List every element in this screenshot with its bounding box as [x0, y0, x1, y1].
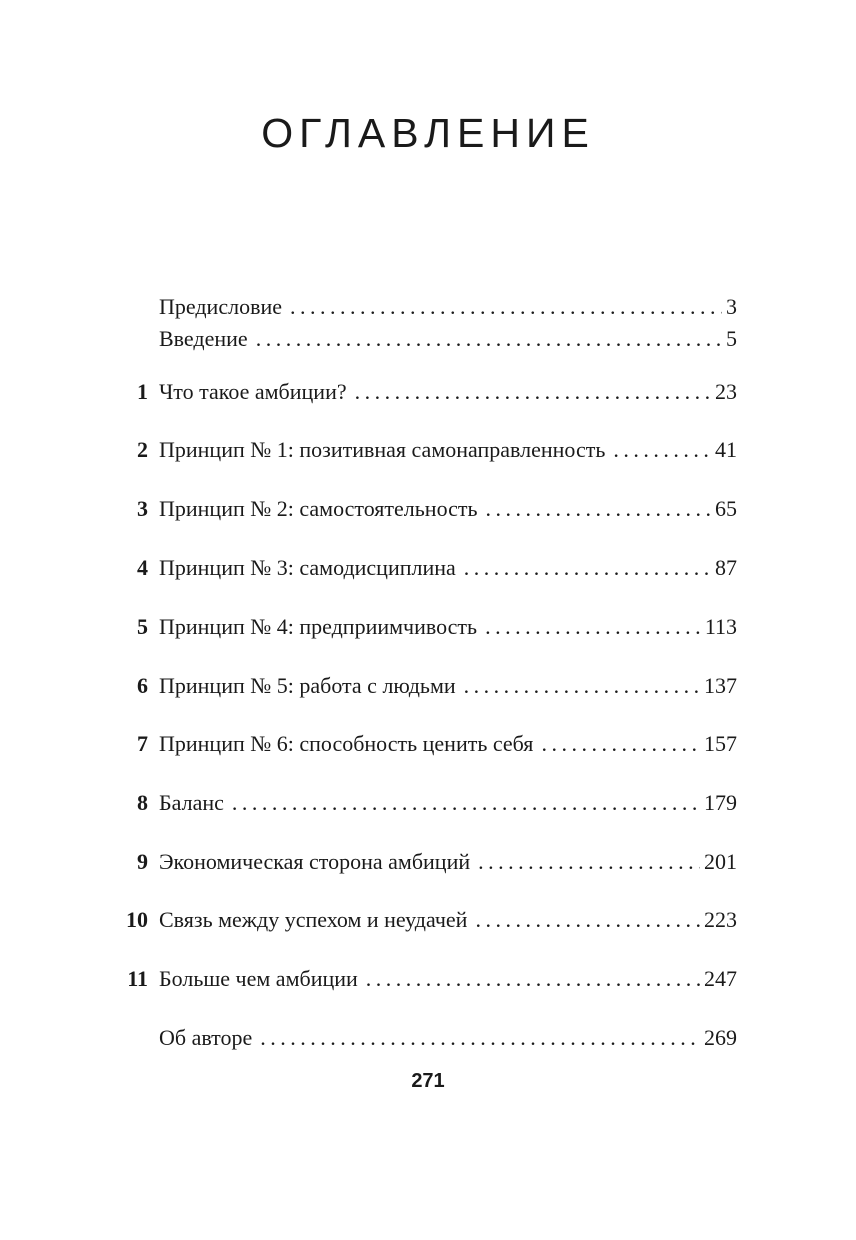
toc-entry-label: Предисловие: [159, 294, 282, 319]
toc-dot-leader: [485, 612, 701, 642]
toc-dot-leader: [290, 292, 722, 322]
toc-entry-page: 247: [704, 966, 737, 991]
toc-entry-number: 4: [137, 555, 148, 580]
toc-dot-leader: [256, 324, 722, 354]
toc-entry-page: 137: [704, 673, 737, 698]
toc-entry-preface[interactable]: [100, 292, 737, 322]
toc-entry-label: Принцип № 5: работа с людьми: [159, 673, 456, 698]
page-title: ОГЛАВЛЕНИЕ: [261, 110, 595, 156]
toc-entry-label: Принцип № 2: самостоятельность: [159, 496, 478, 521]
toc-entry-chapter-6[interactable]: [100, 671, 737, 701]
toc-entry-label: Что такое амбиции?: [159, 379, 347, 404]
toc-entry-chapter-10[interactable]: [100, 905, 737, 935]
toc-dot-leader: [232, 788, 700, 818]
toc-dot-leader: [613, 435, 711, 465]
toc-entry-number: 7: [137, 731, 148, 756]
toc-entry-page: 65: [715, 496, 737, 521]
toc-entry-page: 269: [704, 1025, 737, 1050]
toc-entry-number: 10: [126, 907, 148, 932]
toc-entry-chapter-2[interactable]: [100, 435, 737, 465]
toc-entry-chapter-11[interactable]: [100, 964, 737, 994]
toc-entry-page: 223: [704, 907, 737, 932]
toc-entry-page: 87: [715, 555, 737, 580]
toc-entry-label: Экономическая сторона амбиций: [159, 849, 471, 874]
toc-dot-leader: [486, 494, 711, 524]
toc-entry-label: Об авторе: [159, 1025, 253, 1050]
toc-entry-label: Баланс: [159, 790, 224, 815]
toc-dot-leader: [260, 1023, 700, 1053]
toc-entry-label: Принцип № 4: предприимчивость: [159, 614, 478, 639]
toc-entry-number: 3: [137, 496, 148, 521]
toc-entry-chapter-8[interactable]: [100, 788, 737, 818]
toc-entry-chapter-4[interactable]: [100, 553, 737, 583]
toc-entry-page: 179: [704, 790, 737, 815]
toc-entry-number: 5: [137, 614, 148, 639]
toc-entry-page: 5: [726, 326, 737, 351]
toc-entry-page: 3: [726, 294, 737, 319]
toc-entry-label: Принцип № 3: самодисциплина: [159, 555, 456, 580]
toc-dot-leader: [366, 964, 700, 994]
toc-entry-chapter-3[interactable]: [100, 494, 737, 524]
toc-entry-label: Больше чем амбиции: [159, 966, 358, 991]
toc-entry-page: 157: [704, 731, 737, 756]
toc-dot-leader: [478, 847, 700, 877]
toc-entry-label: Принцип № 1: позитивная самонаправленность: [159, 437, 606, 462]
page-number: 271: [411, 1070, 445, 1092]
toc-dot-leader: [464, 553, 711, 583]
toc-entry-number: 9: [137, 849, 148, 874]
toc-dot-leader: [475, 905, 700, 935]
toc-entry-introduction[interactable]: [100, 324, 737, 354]
toc-entry-chapter-7[interactable]: [100, 729, 737, 759]
toc-entry-page: 113: [704, 614, 737, 639]
toc-entry-number: 2: [137, 437, 148, 462]
toc-entry-label: Принцип № 6: способность ценить себя: [159, 731, 534, 756]
toc-dot-leader: [541, 729, 700, 759]
toc-entry-label: Введение: [159, 326, 248, 351]
toc-entry-chapter-5[interactable]: [100, 612, 737, 642]
toc-dot-leader: [464, 671, 700, 701]
toc-entry-number: 8: [137, 790, 148, 815]
toc-entry-number: 6: [137, 673, 148, 698]
toc-entry-page: 23: [715, 379, 737, 404]
toc-entry-number: 1: [137, 379, 148, 404]
toc-entry-page: 201: [704, 849, 737, 874]
toc-entry-chapter-9[interactable]: [100, 847, 737, 877]
toc-entry-about-author[interactable]: [100, 1023, 737, 1053]
toc-entry-page: 41: [715, 437, 737, 462]
toc-entry-chapter-1[interactable]: [100, 377, 737, 407]
toc-entry-number: 11: [127, 966, 148, 991]
toc-entry-label: Связь между успехом и неудачей: [159, 907, 468, 932]
toc-dot-leader: [355, 377, 711, 407]
